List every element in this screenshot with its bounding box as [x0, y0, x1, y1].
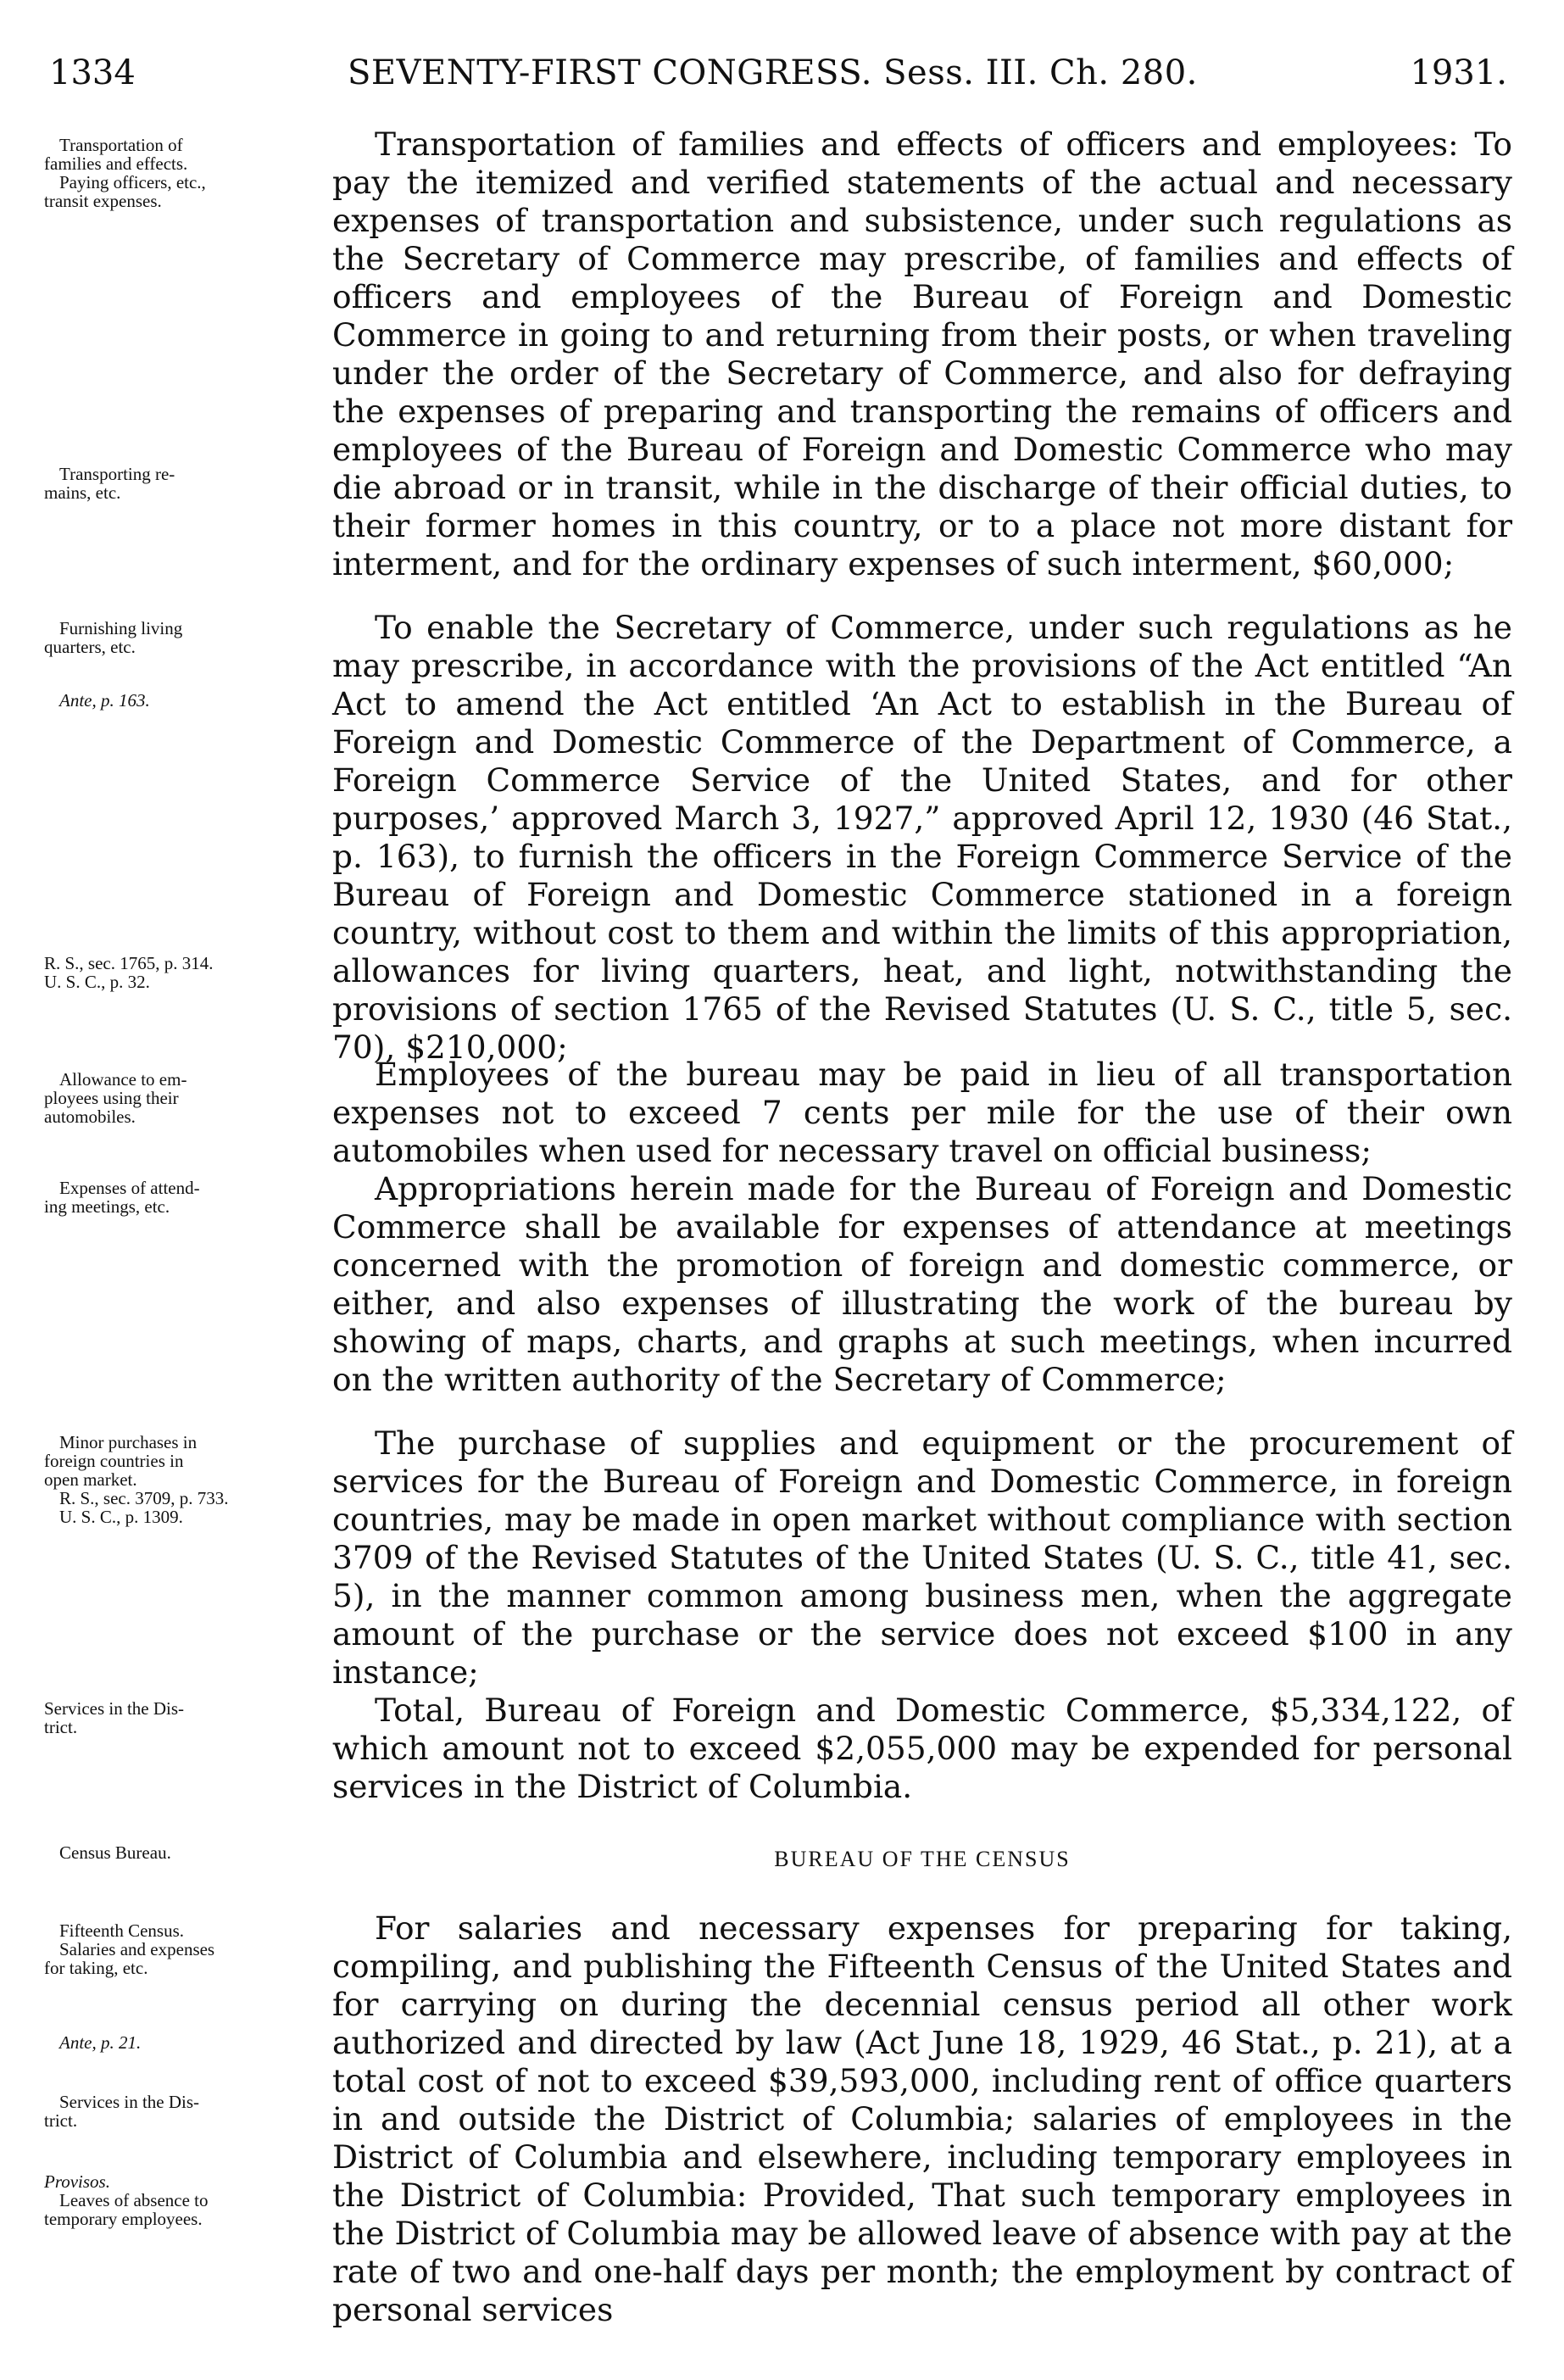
paragraph-living-quarters: To enable the Secretary of Commerce, under such regulations as he may prescribe, in accordance with the provisions of the Act entitled “An Act to amend the Act entitled ‘An Act to establish in the Bureau of Foreign and Domestic Commerce of the Department of Commerce, a Foreign Commerce Service of the United States, and for other purposes,’ approved March 3, 1927,” approved April 12, 1930 (46 Stat., p. 163), to furnish the officers in the Foreign Commerce Service of the Bureau of Foreign and Domestic Commerce stationed in a foreign country, without cost to them and within the limits of this appropriation, allowances for living quarters, heat, and light, notwithstanding the provisions of section 1765 of the Revised Statutes (U. S. C., title 5, sec. 70), $210,000;: [332, 609, 1512, 1066]
margin-note-provisos: Provisos. Leaves of absence to temporary employees.: [44, 2171, 209, 2229]
margin-note-automobiles: Allowance to em- ployees using their automobiles.: [44, 1069, 187, 1127]
margin-note-census-bureau: Census Bureau.: [59, 1842, 171, 1863]
margin-note-rs-1765: R. S., sec. 1765, p. 314. U. S. C., p. 32.: [44, 953, 214, 992]
paragraph-minor-purchases: The purchase of supplies and equipment or the procurement of services for the Bureau of Foreign and Domestic Commerce, in foreign countries, may be made in open market without compliance with section 3709 of the Revised Statutes of the United States (U. S. C., title 41, sec. 5), in the manner common among business men, when the aggregate amount of the purchase or the service does not exceed $100 in any instance;: [332, 1424, 1512, 1691]
paragraph-transportation: Transportation of families and effects of officers and employees: To pay the itemized and verified statements of the actual and necessary expenses of transportation and subsistence, under such regulations as the Secretary of Commerce may prescribe, of families and effects of officers and employees of the Bureau of Foreign and Domestic Commerce in going to and returning from their posts, or when traveling under the order of the Secretary of Commerce, and also for defraying the expenses of preparing and transporting the remains of officers and employees of the Bureau of Foreign and Domestic Commerce who may die abroad or in transit, while in the discharge of their official duties, to their former homes in this country, or to a place not more distant for interment, and for the ordinary expenses of such interment, $60,000;: [332, 125, 1512, 582]
margin-note-fifteenth-census: Fifteenth Census. Salaries and expenses for taking, etc.: [44, 1920, 215, 1978]
margin-note-ante-163: Ante, p. 163.: [59, 690, 150, 711]
header-year: 1931.: [1410, 53, 1507, 92]
margin-note-living-quarters: Furnishing living quarters, etc.: [44, 618, 183, 657]
paragraph-census: For salaries and necessary expenses for preparing for taking, compiling, and publishing the Fifteenth Census of the United States and for carrying on during the decennial census period all other work authorized and directed by law (Act June 18, 1929, 46 Stat., p. 21), at a total cost of not to exceed $39,593,000, including rent of office quarters in and outside the District of Columbia; salaries of employees in the District of Columbia and elsewhere, including temporary employees in the District of Columbia: Provided, That such temporary employees in the District of Columbia may be allowed leave of absence with pay at the rate of two and one-half days per month; the employment by contract of personal services: [332, 1909, 1512, 2328]
running-title: SEVENTY-FIRST CONGRESS. Sess. III. Ch. 280.: [348, 53, 1198, 92]
margin-note-minor-purchases: Minor purchases in foreign countries in open market. R. S., sec. 3709, p. 733. U. S. C., p. 1309.: [44, 1432, 229, 1527]
paragraph-automobiles: Employees of the bureau may be paid in lieu of all transportation expenses not to exceed 7 cents per mile for the use of their own automobiles when used for necessary travel on official business;: [332, 1056, 1512, 1169]
margin-note-attending-meetings: Expenses of attend- ing meetings, etc.: [44, 1178, 200, 1217]
page-number: 1334: [49, 53, 136, 92]
section-heading-census: BUREAU OF THE CENSUS: [774, 1847, 1071, 1871]
margin-note-transportation: Transportation of families and effects. Paying officers, etc., transit expenses.: [44, 135, 206, 211]
margin-note-services-district: Services in the Dis- trict.: [44, 1698, 185, 1737]
margin-note-ante-21: Ante, p. 21.: [59, 2032, 142, 2053]
margin-note-services-district-2: Services in the Dis- trict.: [44, 2092, 200, 2131]
margin-note-transporting-remains: Transporting re- mains, etc.: [44, 464, 175, 503]
running-header: [49, 47, 1507, 98]
paragraph-meetings: Appropriations herein made for the Bureau of Foreign and Domestic Commerce shall be available for expenses of attendance at meetings concerned with the promotion of foreign and domestic commerce, or either, and also expenses of illustrating the work of the bureau by showing of maps, charts, and graphs at such meetings, when incurred on the written authority of the Secretary of Commerce;: [332, 1170, 1512, 1398]
paragraph-total: Total, Bureau of Foreign and Domestic Commerce, $5,334,122, of which amount not to exceed $2,055,000 may be expended for personal services in the District of Columbia.: [332, 1692, 1512, 1805]
